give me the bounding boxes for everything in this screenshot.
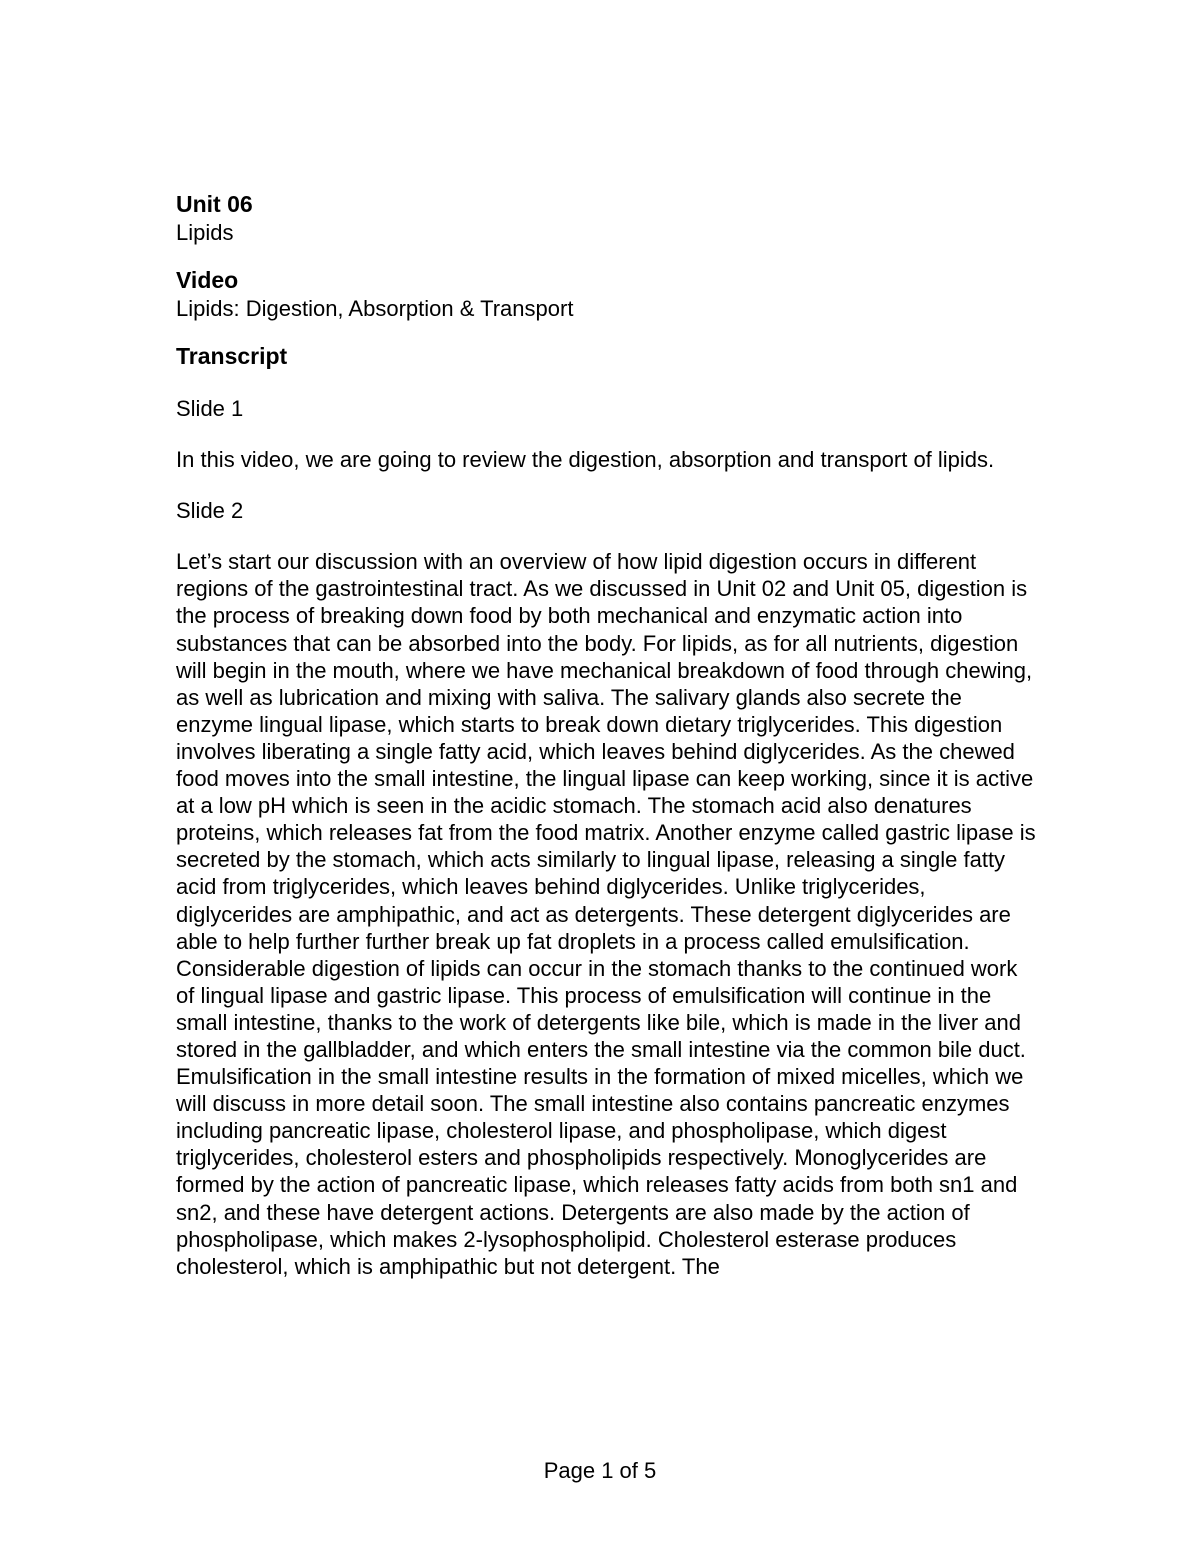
transcript-heading: Transcript (176, 343, 288, 369)
unit-heading: Unit 06 (176, 191, 253, 217)
slide1-text: In this video, we are going to review the digestion, absorption and transport of lipids. (176, 447, 995, 473)
video-title: Lipids: Digestion, Absorption & Transport (176, 296, 574, 321)
video-heading: Video (176, 267, 239, 293)
page-number: Page 1 of 5 (543, 1458, 657, 1483)
slide2-text: Let’s start our discussion with an overview of how lipid digestion occurs in different regions of the gastrointestinal tract. As we discussed in Unit 02 and Unit 05, digestion is the process of breaking down food by both mechanical and enzymatic action into substances that can be absorbed into the body. For lipids, as for all nutrients, digestion will begin in the mouth, where we have mechanical breakdown of food through chewing, as well as lubrication and mixing with saliva. The salivary glands also secrete the enzyme lingual lipase, which starts to break down dietary triglycerides. This digestion involves liberating a single fatty acid, which leaves behind diglycerides. As the chewed food moves into the small intestine, the lingual lipase can keep working, since it is active at a low pH which is seen in the acidic stomach. The stomach acid also denatures proteins, which releases fat from the food matrix. Another enzyme called gastric lipase is secreted by the stomach, which acts similarly to lingual lipase, releasing a single fatty acid from triglycerides, which leaves behind diglycerides. Unlike triglycerides, diglycerides are amphipathic, and act as detergents. These detergent diglycerides are able to help further further break up fat droplets in a process called emulsification. Considerable digestion of lipids can occur in the stomach thanks to the continued work of lingual lipase and gastric lipase. This process of emulsification will continue in the small intestine, thanks to the work of detergents like bile, which is made in the liver and stored in the gallbladder, and which enters the small intestine via the common bile duct. Emulsification in the small intestine results in the formation of mixed micelles, which we will discuss in more detail soon. The small intestine also contains pancreatic enzymes including pancreatic lipase, cholesterol lipase, and phospholipase, which digest triglycerides, cholesterol esters and phospholipids respectively. Monoglycerides are formed by the action of pancreatic lipase, which releases fatty acids from both sn1 and sn2, and these have detergent actions. Detergents are also made by the action of phospholipase, which makes 2-lysophospholipid. Cholesterol esterase produces cholesterol, which is amphipathic but not detergent. The (176, 549, 1036, 1279)
slide1-label: Slide 1 (176, 396, 244, 421)
slide2-label: Slide 2 (176, 498, 244, 524)
document-body (176, 190, 1036, 1280)
unit-title: Lipids (176, 220, 234, 245)
